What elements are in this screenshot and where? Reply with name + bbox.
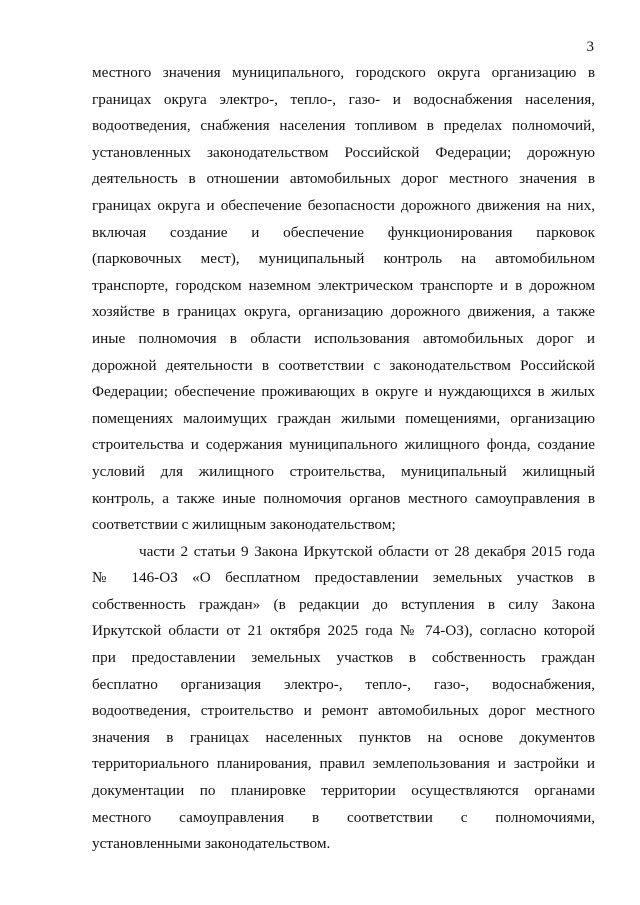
text-line: документации по планировке территории осуществляются органами (92, 782, 595, 800)
text-line: иные полномочия в области использования автомобильных дорог и (92, 329, 595, 347)
text-line: помещениях малоимущих граждан жилыми помещениями, организацию (92, 409, 595, 427)
text-line: бесплатно организация электро-, тепло-, газо-, водоснабжения, (92, 675, 595, 693)
text-line: хозяйстве в границах округа, организацию дорожного движения, а также (92, 303, 595, 321)
text-line: строительства и содержания муниципального жилищного фонда, создание (92, 436, 595, 454)
text-line: границах округа электро-, тепло-, газо- и водоснабжения населения, (92, 90, 595, 108)
text-line: значения в границах населенных пунктов на основе документов (92, 728, 595, 746)
text-line: Федерации; обеспечение проживающих в округе и нуждающихся в жилых (92, 383, 595, 401)
text-line: местного значения муниципального, городского округа организацию в (92, 64, 595, 81)
text-line: водоотведения, снабжения населения топливом в пределах полномочий, (92, 117, 595, 135)
paragraph (92, 539, 595, 858)
text-line: контроль, а также иные полномочия органов местного самоуправления в (92, 489, 595, 507)
text-line: Иркутской области от 21 октября 2025 года № 74-ОЗ), согласно которой (92, 622, 595, 640)
paragraph (92, 60, 595, 539)
text-line: установленных законодательством Российской Федерации; дорожную (92, 143, 595, 161)
document-body (92, 60, 595, 858)
text-line: включая создание и обеспечение функционирования парковок (92, 223, 595, 241)
text-line: при предоставлении земельных участков в собственность граждан (92, 649, 595, 667)
text-line: дорожной деятельности в соответствии с законодательством Российской (92, 356, 595, 374)
page-number: 3 (586, 39, 594, 55)
text-line: (парковочных мест), муниципальный контроль на автомобильном (92, 250, 595, 268)
text-line: части 2 статьи 9 Закона Иркутской области от 28 декабря 2015 года (139, 542, 595, 560)
text-line: транспорте, городском наземном электрическом транспорте и в дорожном (92, 276, 595, 294)
text-line: № 146-ОЗ «О бесплатном предоставлении земельных участков в (92, 569, 595, 587)
text-line: условий для жилищного строительства, муниципальный жилищный (92, 462, 595, 480)
text-line: деятельность в отношении автомобильных дорог местного значения в (92, 170, 595, 188)
text-line: границах округа и обеспечение безопасности дорожного движения на них, (92, 196, 595, 214)
text-line: территориального планирования, правил землепользования и застройки и (92, 755, 595, 773)
text-line: местного самоуправления в соответствии с полномочиями, (92, 808, 595, 826)
text-line: установленными законодательством. (92, 835, 331, 853)
text-line: соответствии с жилищным законодательством; (92, 516, 396, 534)
text-line: водоотведения, строительство и ремонт автомобильных дорог местного (92, 702, 595, 720)
text-line: собственность граждан» (в редакции до вступления в силу Закона (92, 595, 595, 613)
